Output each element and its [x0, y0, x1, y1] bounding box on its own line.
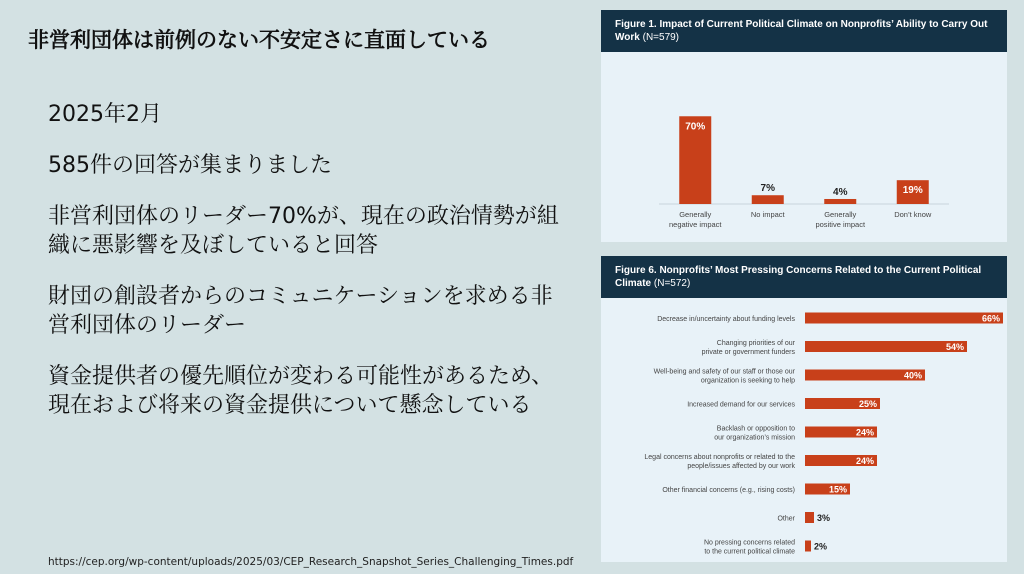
- figure6-header: [601, 256, 1007, 298]
- bullet-item: 585件の回答が集まりました: [48, 153, 332, 178]
- figure1-title: Figure 1. Impact of Current Political Climate on Nonprofits’ Ability to Carry Out Work: [615, 19, 988, 43]
- fig6-category-label: Backlash or opposition to: [716, 425, 795, 433]
- fig6-category-label: our organization’s mission: [714, 434, 795, 442]
- fig6-bar: [805, 313, 1003, 324]
- fig6-value-label: 24%: [855, 456, 874, 466]
- fig1-value-label: 4%: [833, 186, 848, 198]
- slide-title: 非営利団体は前例のない不安定さに直面している: [28, 28, 490, 52]
- figure6-n: (N=572): [653, 278, 691, 289]
- fig1-category-label: No impact: [750, 210, 785, 219]
- fig6-bar: [805, 341, 967, 352]
- bullet-item: 資金提供者の優先順位が変わる可能性があるため、現在および将来の資金提供について懸念している: [48, 364, 554, 418]
- fig6-value-label: 25%: [858, 399, 877, 409]
- fig6-category-label: organization is seeking to help: [700, 377, 795, 385]
- fig6-value-label: 2%: [814, 541, 828, 552]
- fig6-value-label: 24%: [855, 427, 874, 438]
- fig6-category-label: Other: [777, 515, 795, 523]
- figure1-panel: [601, 10, 1007, 242]
- fig6-value-label: 66%: [981, 313, 1000, 324]
- fig1-category-label: negative impact: [668, 220, 722, 229]
- fig6-category-label: to the current political climate: [704, 548, 795, 556]
- fig6-category-label: private or government funders: [701, 349, 795, 356]
- fig1-category-label: Generally: [679, 210, 712, 219]
- fig1-category-label: Don’t know: [894, 210, 932, 219]
- figure6-panel: [601, 256, 1007, 562]
- fig6-category-label: Decrease in/uncertainty about funding levels: [657, 316, 795, 323]
- fig6-value-label: 3%: [817, 513, 831, 523]
- figure1-header: [601, 10, 1007, 52]
- bullet-item: 非営利団体のリーダー70%が、現在の政治情勢が組織に悪影響を及ぼしていると回答: [48, 204, 559, 258]
- fig6-category-label: No pressing concerns related: [703, 539, 795, 547]
- fig1-value-label: 7%: [760, 183, 775, 195]
- figure6-chart: [601, 298, 1007, 562]
- bullet-item: 財団の創設者からのコミュニケーションを求める非営利団体のリーダー: [48, 284, 553, 338]
- figure1-n: (N=579): [642, 32, 680, 43]
- fig6-category-label: Increased demand for our services: [687, 401, 795, 409]
- fig6-value-label: 15%: [828, 484, 847, 495]
- fig6-category-label: Well-being and safety of our staff or those our: [653, 368, 795, 376]
- fig1-bar: [824, 199, 856, 204]
- fig6-bar: [805, 512, 814, 523]
- fig1-category-label: Generally: [824, 210, 857, 219]
- fig6-value-label: 54%: [945, 342, 964, 352]
- fig6-category-label: Changing priorities of our: [716, 340, 795, 347]
- bullet-list: [48, 100, 568, 442]
- fig1-value-label: 19%: [902, 185, 923, 197]
- fig1-category-label: positive impact: [815, 220, 866, 229]
- fig6-bar: [805, 541, 811, 552]
- fig6-category-label: Other financial concerns (e.g., rising costs): [662, 487, 795, 494]
- figure1-chart: [601, 52, 1007, 242]
- fig1-value-label: 70%: [685, 121, 706, 133]
- fig6-value-label: 40%: [903, 370, 922, 381]
- fig6-category-label: Legal concerns about nonprofits or related to the: [644, 454, 795, 461]
- figure6-title: Figure 6. Nonprofits’ Most Pressing Concerns Related to the Current Political Climate: [615, 265, 982, 289]
- bullet-item: 2025年2月: [48, 102, 162, 127]
- fig6-category-label: people/issues affected by our work: [687, 463, 795, 470]
- source-url: https://cep.org/wp-content/uploads/2025/03/CEP_Research_Snapshot_Series_Challenging_Times.pdf: [48, 556, 574, 568]
- fig1-bar: [752, 195, 784, 204]
